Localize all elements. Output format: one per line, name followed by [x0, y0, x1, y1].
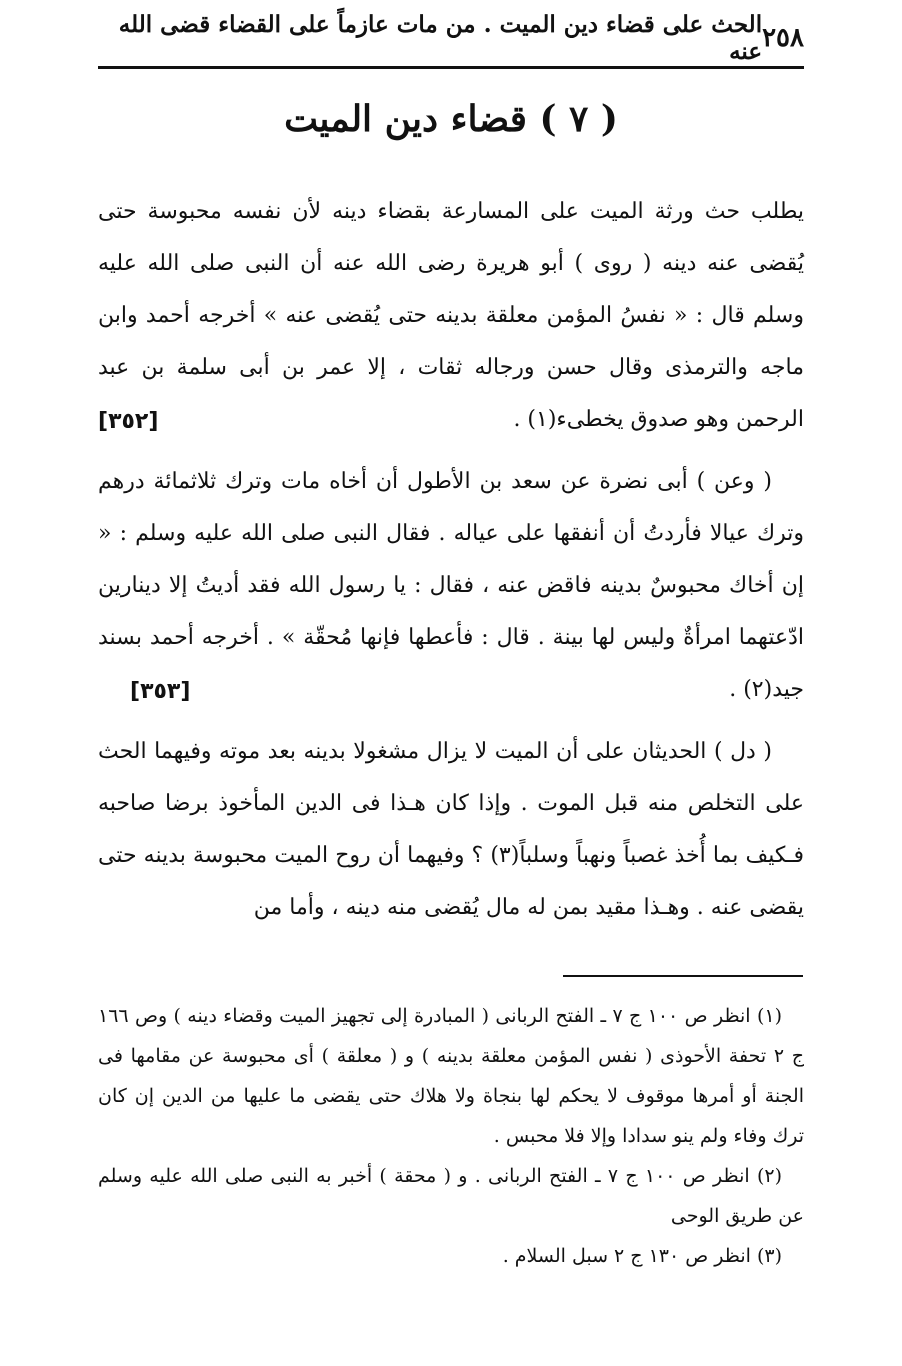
footnote-2: (٢) انظر ص ١٠٠ ج ٧ ـ الفتح الربانى . و ( محقة ) أخبر به النبى صلى الله عليه وسلم عن طريق الوحى — [98, 1165, 804, 1227]
running-header — [98, 11, 804, 65]
paragraph-3-text: ( دل ) الحديثان على أن الميت لا يزال مشغولا بدينه بعد موته وفيهما الحث على التخلص منه قبل الموت . وإذا كان هـذا فى الدين المأخوذ برضا صاحبه فـكيف بما أُخذ غصباً ونهباً وسلباً(٣) ؟ وفيهما أن روح الميت محبوسة بدينه حتى يقضى عنه . وهـذا مقيد بمن له مال يُقضى منه دينه ، وأما من — [98, 739, 804, 920]
page-number: ٢٥٨ — [762, 23, 804, 53]
hadith-number-352: [٣٥٢] — [98, 409, 159, 434]
paragraph-1-text: يطلب حث ورثة الميت على المسارعة بقضاء دينه لأن نفسه محبوسة حتى يُقضى عنه دينه ( روى ) أبو هريرة رضى الله عنه أن النبى صلى الله عليه وسلم قال : « نفسُ المؤمن معلقة بدينه حتى يُقضى عنه » أخرجه أحمد وابن ماجه والترمذى وقال حسن ورجاله ثقات ، إلا عمر بن أبى سلمة بن عبد الرحمن وهو صدوق يخطىء(١) . — [98, 199, 804, 432]
footnote-1: (١) انظر ص ١٠٠ ج ٧ ـ الفتح الربانى ( المبادرة إلى تجهيز الميت وقضاء دينه ) وص ١٦٦ ج ٢ تحفة الأحوذى ( نفس المؤمن معلقة بدينه ) و ( معلقة ) أى محبوسة عن مقامها فى الجنة أو أمرها موقوف لا يحكم لها بنجاة ولا هلاك حتى يقضى ما عليها من الدين إن كان ترك وفاء ولم ينو سدادا وإلا فلا محبس . — [98, 1005, 804, 1147]
chapter-title: ( ٧ ) قضاء دين الميت — [284, 98, 618, 140]
header-rule — [98, 66, 804, 69]
paragraph-3 — [98, 726, 804, 934]
footnote-3: (٣) انظر ص ١٣٠ ج ٢ سبل السلام . — [502, 1245, 782, 1267]
paragraph-2-text: ( وعن ) أبى نضرة عن سعد بن الأطول أن أخاه مات وترك ثلاثمائة درهم وترك عيالا فأردتُ أن أنفقها على عياله . فقال النبى صلى الله عليه وسلم : « إن أخاك محبوسٌ بدينه فاقض عنه ، فقال : يا رسول الله فقد أديتُ إلا دينارين ادّعتهما امرأةٌ وليس لها بينة . قال : فأعطها فإنها مُحقّة » . أخرجه أحمد بسند جيد(٢) . — [98, 469, 804, 702]
paragraph-1 — [98, 186, 804, 446]
footnote-separator — [563, 975, 803, 977]
body-text — [98, 186, 804, 934]
running-title: الحث على قضاء دين الميت . من مات عازماً على القضاء قضى الله عنه — [118, 11, 763, 65]
hadith-number-353: [٣٥٣] — [130, 679, 191, 704]
footnotes — [98, 996, 804, 1276]
paragraph-2 — [98, 456, 804, 716]
